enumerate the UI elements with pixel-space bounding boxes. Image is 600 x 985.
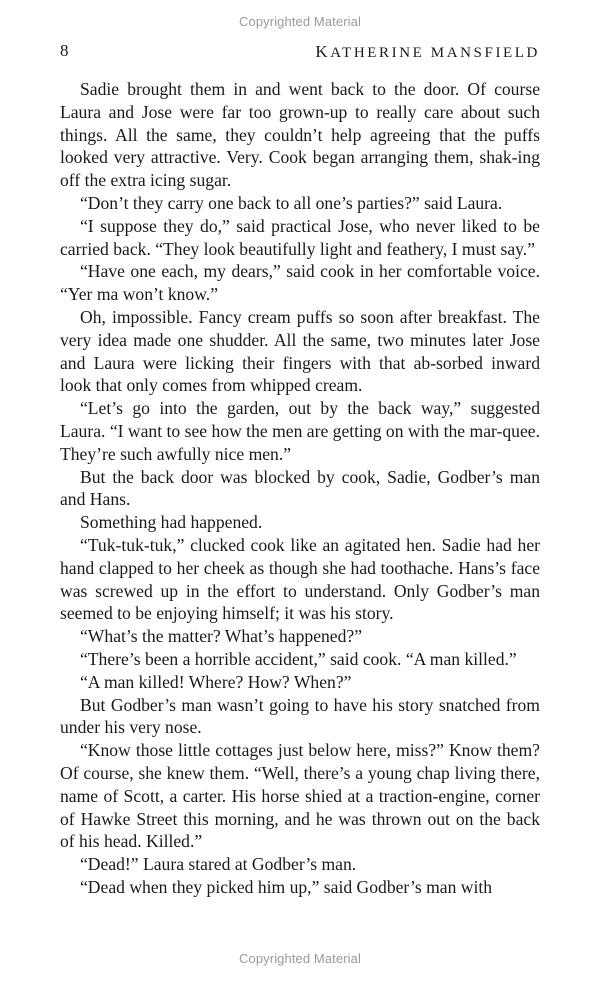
running-head-author: KATHERINE MANSFIELD [315, 42, 540, 61]
paragraph: “Dead when they picked him up,” said Godber’s man with [80, 876, 493, 897]
paragraph: “There’s been a horrible accident,” said cook. “A man killed.” [80, 648, 517, 669]
paragraph: But Godber’s man wasn’t going to have his story snatched from under his very nose. [60, 694, 540, 738]
copyright-watermark-top: Copyrighted Material [239, 14, 361, 29]
copyright-watermark-bottom: Copyrighted Material [239, 951, 361, 966]
paragraph: Oh, impossible. Fancy cream puffs so soon after breakfast. The very idea made one shudder. All the same, two minutes later Jose and Laura were licking their fingers with that ab-sorbed inward look that only comes from whipped cream. [60, 306, 540, 396]
body-text [60, 78, 540, 899]
paragraph: “I suppose they do,” said practical Jose, who never liked to be carried back. “They look beautifully light and feathery, I must say.” [60, 215, 540, 259]
paragraph: “What’s the matter? What’s happened?” [80, 626, 363, 647]
paragraph: “Don’t they carry one back to all one’s parties?” said Laura. [80, 192, 503, 213]
paragraph: “Let’s go into the garden, out by the back way,” suggested Laura. “I want to see how the men are getting on with the mar-quee. They’re such awfully nice men.” [60, 398, 540, 464]
paragraph: But the back door was blocked by cook, Sadie, Godber’s man and Hans. [60, 466, 540, 510]
page-number: 8 [60, 41, 69, 60]
paragraph: Something had happened. [80, 512, 263, 533]
paragraph: “A man killed! Where? How? When?” [80, 671, 352, 692]
paragraph: “Dead!” Laura stared at Godber’s man. [80, 854, 357, 875]
paragraph: “Have one each, my dears,” said cook in her comfortable voice. “Yer ma won’t know.” [60, 261, 540, 305]
paragraph: “Know those little cottages just below here, miss?” Know them? Of course, she knew them. “Well, there’s a young chap living there, name of Scott, a carter. His horse shied at a traction-engine, corner of Hawke Street this morning, and he was thrown out on the back of his head. Killed.” [60, 740, 540, 852]
paragraph: “Tuk-tuk-tuk,” clucked cook like an agitated hen. Sadie had her hand clapped to her cheek as though she had toothache. Hans’s face was screwed up in the effort to understand. Only Godber’s man seemed to be enjoying himself; it was his story. [60, 534, 540, 624]
running-head [60, 41, 540, 65]
paragraph: Sadie brought them in and went back to the door. Of course Laura and Jose were far too grown-up to really care about such things. All the same, they couldn’t help agreeing that the puffs looked very attractive. Very. Cook began arranging them, shak-ing off the extra icing sugar. [60, 79, 540, 191]
